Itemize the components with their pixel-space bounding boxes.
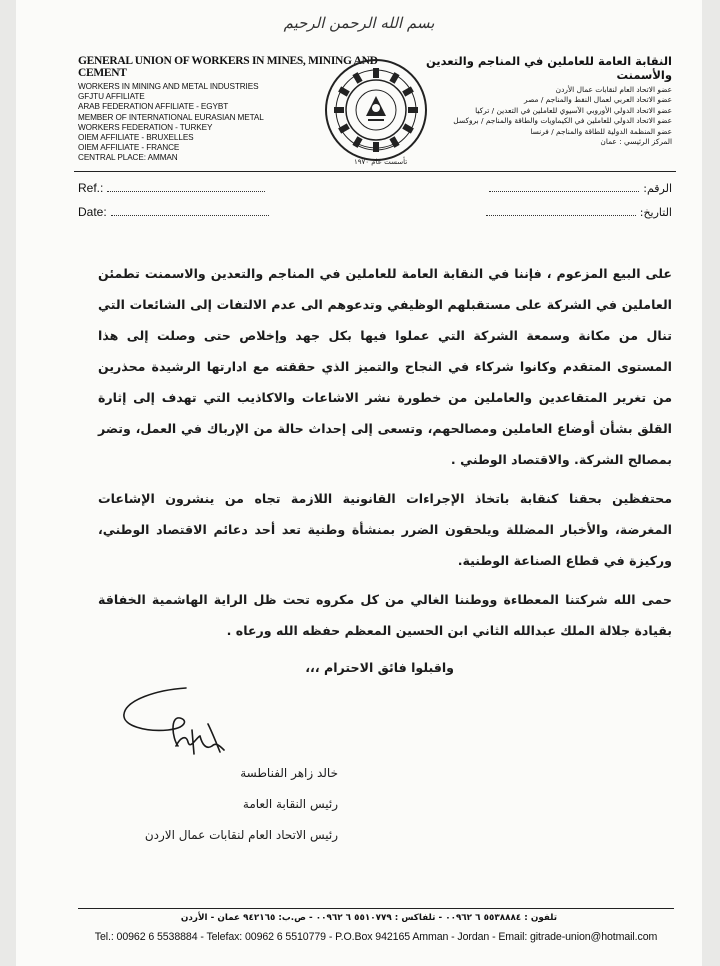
ref-label-ar: الرقم: <box>643 182 672 195</box>
ref-row <box>78 181 672 201</box>
header-ar-line: عضو الاتحاد العام لنقابات عمال الأردن <box>555 85 672 94</box>
header-en-line: CENTRAL PLACE: AMMAN <box>78 153 178 163</box>
letter-body <box>98 258 672 654</box>
header-en-line: GFJTU AFFILIATE <box>78 92 145 102</box>
basmala: بسم الله الرحمن الرحيم <box>283 14 435 32</box>
header-ar-line: عضو المنظمة الدولية للطاقة والمناجم / فرنسا <box>530 126 672 136</box>
date-label-ar: التاريخ: <box>639 206 672 219</box>
ref-label-en: Ref.: <box>78 181 104 195</box>
footer-contact-en: Tel.: 00962 6 5538884 - Telefax: 00962 6 5510779 - P.O.Box 942165 Amman - Jordan - Email: gitrade-union@hotmail.com <box>94 931 658 943</box>
letter-page <box>16 0 702 966</box>
body-paragraph: على البيع المزعوم ، فإننا في النقابة العامة للعاملين في المناجم والتعدين والاسمنت تطمئن العاملين في الشركة على مستقبلهم الوظيفي وتدعوهم الى عدم الالتفات إلى الشائعات التي تنال من مكانة وسمعة الشركة التي عملوا فيها بكل جهد وإخلاص حتى وصلت إلى هذا المستوى المتقدم وكانوا شركاء في النجاح والتميز الذي حققته مع ادارتها الرشيدة محذرين من تغرير المتقاعدين والعاملين من خطورة نشر الاشاعات والاكاذيب التي تهدف إلى إثارة القلق بشأن أوضاع العاملين ومصالحهم، وتسعى إلى إحداث حالة من الإرباك في العمل، وتضر بمصالح الشركة. والاقتصاد الوطني . <box>98 266 672 467</box>
header-en-line: WORKERS FEDERATION - TURKEY <box>78 122 213 132</box>
header-en-line: OIEM AFFILIATE - FRANCE <box>78 143 180 153</box>
closing-salutation: واقبلوا فائق الاحترام ،،، <box>305 660 454 675</box>
body-paragraph: محتفظين بحقنا كنقابة باتخاذ الإجراءات القانونية اللازمة تجاه من ينشرون الإشاعات المغرضة، والأخبار المضللة ويلحقون الضرر بمنشأة وطنية تعد أحد دعائم الاقتصاد الوطني، وركيزة في قطاع الصناعة الوطنية. <box>98 491 672 568</box>
header-en-line: OIEM AFFILIATE - BRUXELLES <box>78 133 194 143</box>
date-label-en: Date: <box>78 205 107 219</box>
header-arabic <box>382 54 672 147</box>
ref-field-ar <box>489 181 639 192</box>
seal-caption: تأسست عام ١٩٧٠ <box>354 158 408 166</box>
date-field-en <box>111 205 269 216</box>
body-paragraph: حمى الله شركتنا المعطاءة ووطننا الغالي من كل مكروه تحت ظل الراية الهاشمية الخفاقة بقيادة جلالة الملك عبدالله الثاني ابن الحسين المعظم حفظه الله ورعاه . <box>98 592 672 638</box>
signer-title: رئيس النقابة العامة <box>242 797 338 811</box>
header-en-line: MEMBER OF INTERNATIONAL EURASIAN METAL <box>78 112 264 122</box>
header-ar-line: عضو الاتحاد الدولي الأوروبي الآسيوي للعاملين في التعدين / تركيا <box>475 105 672 115</box>
header-divider <box>74 171 676 172</box>
signer-title-secondary: رئيس الاتحاد العام لنقابات عمال الاردن <box>144 828 338 842</box>
header-en-line: ARAB FEDERATION AFFILIATE - EGYBT <box>78 102 229 112</box>
header-ar-line: عضو الاتحاد العربي لعمال النفط والمناجم / مصر <box>524 95 672 105</box>
union-name-ar: النقابة العامة للعاملين في المناجم والتعدين والأسمنت <box>425 54 672 82</box>
header-ar-line: عضو الاتحاد الدولي للعاملين في الكيماويات والطاقة والمناجم / بروكسل <box>453 116 672 126</box>
footer-divider <box>78 908 674 909</box>
ref-field-en <box>107 181 265 192</box>
signer-name: خالد زاهر الفناطسة <box>240 766 338 780</box>
union-name-en: GENERAL UNION OF WORKERS IN MINES, MINING AND CEMENT <box>78 55 378 79</box>
date-row <box>78 205 672 225</box>
header-en-line: WORKERS IN MINING AND METAL INDUSTRIES <box>78 82 259 91</box>
header-ar-line: المركز الرئيسي : عمان <box>600 137 672 147</box>
footer-contact-ar: تلفون : ٥٥٣٨٨٨٤ ٦ ٠٠٩٦٢ - تلفاكس : ٥٥١٠٧٧٩ ٦ ٠٠٩٦٢ - ص.ب: ٩٤٢١٦٥ عمان - الأردن <box>180 913 558 923</box>
date-field-ar <box>486 205 636 216</box>
handwritten-signature <box>116 680 256 765</box>
